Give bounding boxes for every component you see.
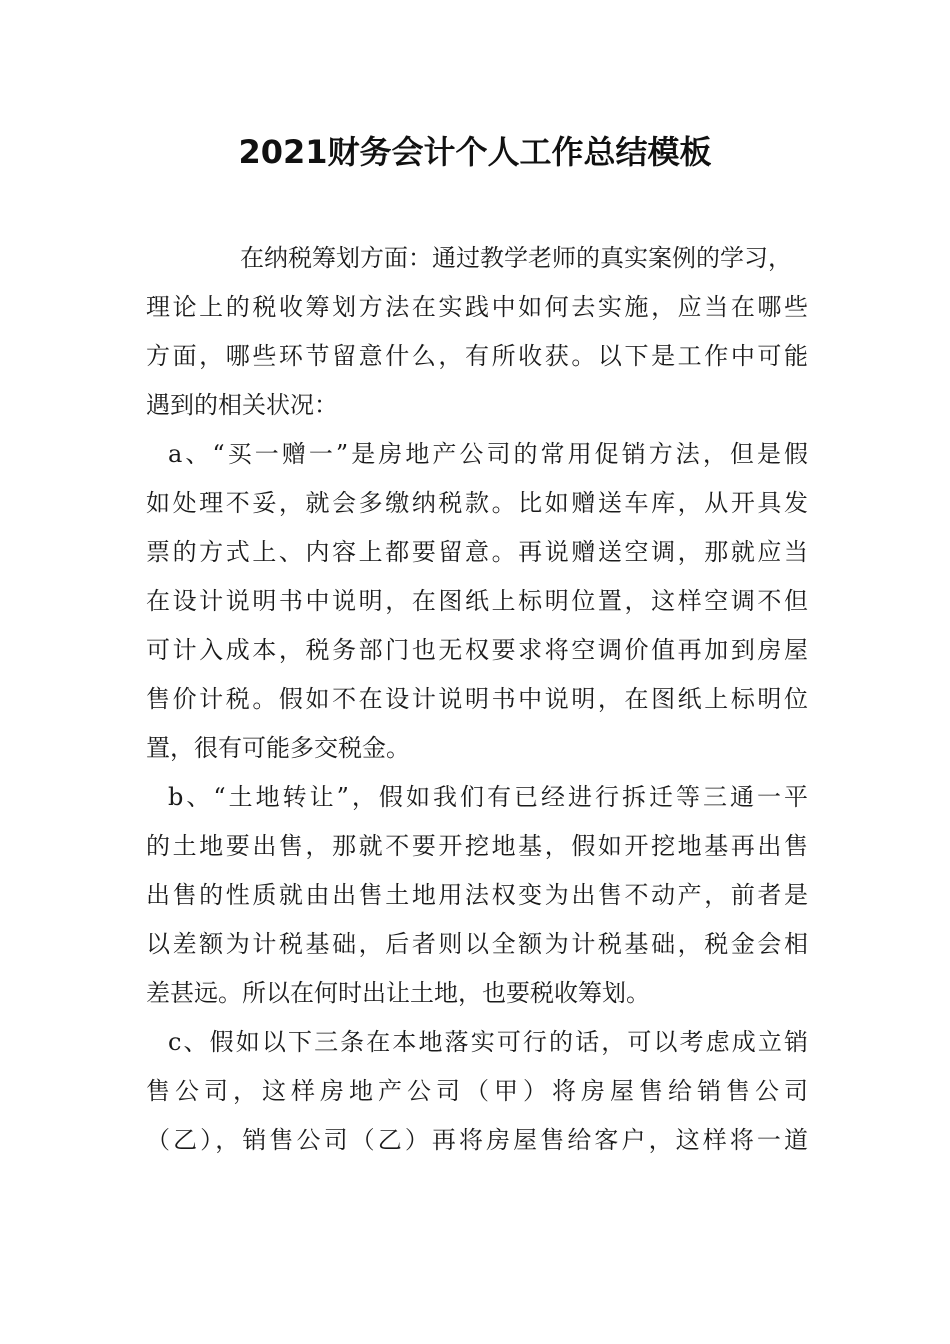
item-a-line-3: 票的方式上、内容上都要留意。再说赠送空调，那就应当 (146, 538, 808, 566)
item-c-line-1: c、假如以下三条在本地落实可行的话，可以考虑成立销 (168, 1028, 808, 1056)
item-b-line-3: 出售的性质就由出售土地用法权变为出售不动产，前者是 (146, 881, 808, 909)
item-b-line-2: 的土地要出售，那就不要开挖地基，假如开挖地基再出售 (146, 832, 808, 860)
document-title: 2021财务会计个人工作总结模板 (238, 133, 712, 171)
item-a-line-7: 置，很有可能多交税金。 (146, 734, 410, 762)
item-a-line-1: a、“买一赠一”是房地产公司的常用促销方法，但是假 (168, 440, 808, 468)
item-b-line-1: b、“土地转让”，假如我们有已经进行拆迁等三通一平 (168, 783, 808, 811)
item-a-line-2: 如处理不妥，就会多缴纳税款。比如赠送车库，从开具发 (146, 489, 808, 517)
intro-line-4: 遇到的相关状况： (146, 391, 338, 419)
item-a-line-4: 在设计说明书中说明，在图纸上标明位置，这样空调不但 (146, 587, 808, 615)
item-b-line-5: 差甚远。所以在何时出让土地，也要税收筹划。 (146, 979, 650, 1007)
item-a-line-6: 售价计税。假如不在设计说明书中说明，在图纸上标明位 (146, 685, 808, 713)
item-b-line-4: 以差额为计税基础，后者则以全额为计税基础，税金会相 (146, 930, 808, 958)
document-body (146, 234, 808, 1165)
intro-line-2: 理论上的税收筹划方法在实践中如何去实施，应当在哪些 (146, 293, 808, 321)
intro-line-3: 方面，哪些环节留意什么，有所收获。以下是工作中可能 (146, 342, 808, 370)
intro-line-1: 在纳税筹划方面：通过教学老师的真实案例的学习， (240, 244, 792, 272)
item-c-line-3: （乙），销售公司（乙）再将房屋售给客户，这样将一道 (146, 1126, 808, 1154)
item-a-line-5: 可计入成本，税务部门也无权要求将空调价值再加到房屋 (146, 636, 808, 664)
item-c-line-2: 售公司，这样房地产公司（甲）将房屋售给销售公司 (146, 1077, 808, 1105)
